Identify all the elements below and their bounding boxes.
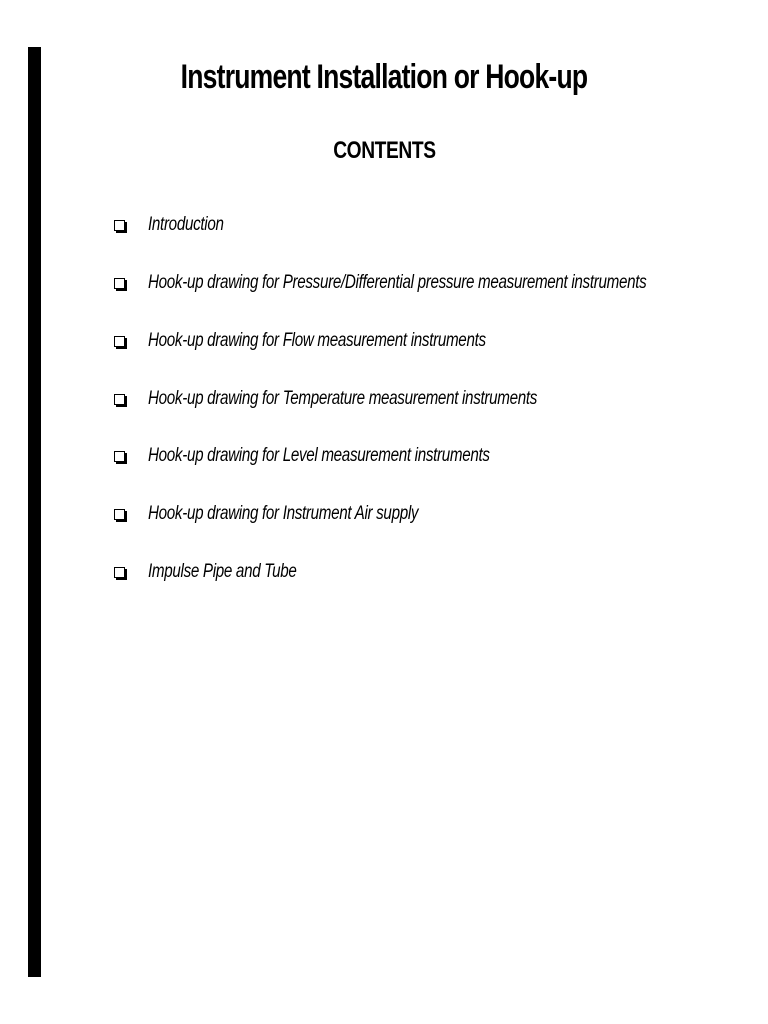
list-item-text: Hook-up drawing for Flow measurement instruments <box>148 330 486 351</box>
list-item <box>114 442 575 470</box>
left-border-bar <box>28 47 41 977</box>
list-item <box>114 500 486 528</box>
list-item-text: Hook-up drawing for Temperature measurement instruments <box>148 388 538 409</box>
checkbox-icon <box>114 278 125 289</box>
page-title: Instrument Installation or Hook-up <box>180 58 588 96</box>
contents-heading: CONTENTS <box>333 137 436 164</box>
list-item <box>114 385 634 413</box>
checkbox-icon <box>114 336 125 347</box>
list-item <box>114 269 768 297</box>
list-item <box>114 211 243 239</box>
checkbox-icon <box>114 451 125 462</box>
checkbox-icon <box>114 394 125 405</box>
list-item-text: Hook-up drawing for Level measurement instruments <box>148 445 490 466</box>
list-item-text: Hook-up drawing for Instrument Air supply <box>148 503 419 524</box>
list-item <box>114 327 570 355</box>
checkbox-icon <box>114 509 125 520</box>
checkbox-icon <box>114 567 125 578</box>
list-item <box>114 558 334 586</box>
list-item-text: Introduction <box>148 214 224 235</box>
checkbox-icon <box>114 220 125 231</box>
list-item-text: Impulse Pipe and Tube <box>148 561 297 582</box>
list-item-text: Hook-up drawing for Pressure/Differential pressure measurement instruments <box>148 272 647 293</box>
